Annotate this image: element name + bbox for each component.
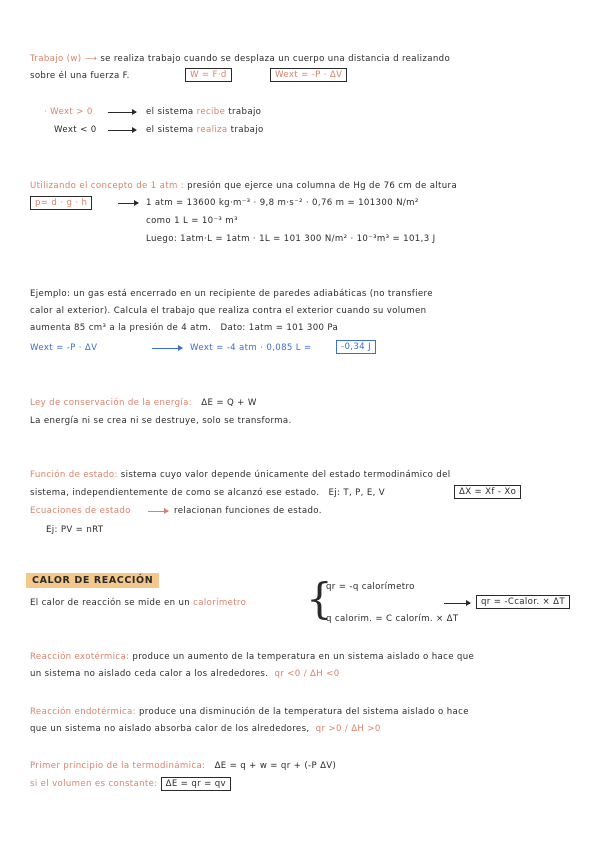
exo-title: Reacción exotérmica: — [30, 652, 133, 662]
wext-neg-cond: Wext < 0 — [54, 125, 97, 135]
calor-text: El calor de reacción se mide en un — [30, 598, 194, 608]
ejemplo-eq-left: Wext = -P · ΔV — [30, 343, 98, 353]
atm-eq1: 1 atm = 13600 kg·m⁻³ · 9,8 m·s⁻² · 0,76 m = 101300 N/m² — [146, 198, 419, 208]
estado-formula-box — [454, 486, 521, 498]
primer-title: Primer principio de la termodinámica: — [30, 761, 209, 771]
estado-definition-cont: sistema, independientemente de como se alcanzó ese estado. — [30, 488, 320, 498]
endo-definition-cont: que un sistema no aislado absorba calor de los alrededores, — [30, 724, 310, 734]
neg-end: trabajo — [227, 125, 264, 135]
trabajo-title: Trabajo (w) — [30, 54, 85, 64]
brace-top: qr = -q calorímetro — [326, 582, 415, 592]
atm-title: Utilizando el concepto de 1 atm : — [30, 181, 188, 191]
estado-definition: sistema cuyo valor depende únicamente del estado termodinámico del — [120, 470, 451, 480]
endo-sign: qr >0 / ΔH >0 — [315, 724, 381, 734]
ejemplo-line3 — [30, 322, 338, 334]
ecuaciones-example: Ej: PV = nRT — [46, 525, 104, 535]
trabajo-definition: se realiza trabajo cuando se desplaza un cuerpo una distancia d realizando — [97, 54, 451, 64]
estado-formula: ΔX = Xf - Xo — [454, 485, 521, 499]
arrow-icon: ⟶ — [84, 54, 98, 64]
pressure-formula-box — [30, 197, 92, 209]
atm-definition: presión que ejerce una columna de Hg de 76 cm de altura — [187, 181, 458, 191]
arrow-icon — [148, 511, 168, 512]
estado-example: Ej: T, P, E, V — [328, 488, 386, 498]
pos-verb: recibe — [196, 107, 226, 117]
endo-title: Reacción endotérmica: — [30, 707, 139, 717]
trabajo-formula2-box — [270, 69, 347, 81]
trabajo-formula-box — [185, 69, 232, 81]
exo-definition: produce un aumento de la temperatura en un sistema aislado o hace que — [132, 652, 475, 662]
calorimetro-word: calorímetro — [193, 598, 247, 608]
arrow-icon — [108, 112, 136, 113]
primer-line1 — [30, 760, 336, 772]
primer-result: ΔE = qr = qv — [161, 777, 231, 791]
exo-definition-cont: un sistema no aislado ceda calor a los alrededores. — [30, 669, 269, 679]
estado-line2 — [30, 487, 385, 499]
ejemplo-dato: Dato: 1atm = 101 300 Pa — [220, 323, 339, 333]
wext-pos-text — [146, 106, 261, 118]
calor-line — [30, 597, 246, 609]
ejemplo-line3-text: aumenta 85 cm³ a la presión de 4 atm. — [30, 323, 212, 333]
primer-line2 — [30, 778, 231, 790]
energia-formula: ΔE = Q + W — [201, 398, 257, 408]
work-formula: W = F·d — [185, 68, 232, 82]
arrow-icon — [444, 603, 470, 604]
calor-result-box — [476, 596, 570, 608]
pressure-formula: p= d · g · h — [30, 196, 92, 210]
atm-line1 — [30, 180, 457, 192]
neg-verb: realiza — [196, 125, 228, 135]
neg-text: el sistema — [146, 125, 197, 135]
ejemplo-line2: calor al exterior). Calcula el trabajo que realiza contra el exterior cuando su volumen — [30, 306, 427, 316]
trabajo-line1 — [30, 53, 450, 65]
energia-line1 — [30, 397, 257, 409]
ejemplo-line1: Ejemplo: un gas está encerrado en un recipiente de paredes adiabáticas (no transfiere — [30, 289, 433, 299]
exo-line2 — [30, 668, 340, 680]
calor-title-wrap — [26, 575, 159, 587]
pos-end: trabajo — [225, 107, 262, 117]
exo-sign: qr <0 / ΔH <0 — [274, 669, 340, 679]
trabajo-line2 — [30, 70, 130, 82]
arrow-icon — [108, 130, 136, 131]
ecuaciones-title: Ecuaciones de estado — [30, 506, 131, 516]
primer-formula: ΔE = q + w = qr + (-P ΔV) — [214, 761, 337, 771]
arrow-icon — [118, 203, 138, 204]
wext-neg-text — [146, 124, 264, 136]
calor-title: CALOR DE REACCIÓN — [26, 573, 159, 588]
ejemplo-result: -0,34 J — [336, 340, 376, 354]
exo-line1 — [30, 651, 474, 663]
work-ext-formula: Wext = -P · ΔV — [270, 68, 347, 82]
endo-definition: produce una disminución de la temperatura del sistema aislado o hace — [138, 707, 469, 717]
primer-condition: si el volumen es constante: — [30, 779, 161, 789]
brace-bottom: q calorim. = C calorím. × ΔT — [326, 614, 459, 624]
atm-eq3: Luego: 1atm·L = 1atm · 1L = 101 300 N/m² · 10⁻³m³ = 101,3 J — [146, 234, 436, 244]
ejemplo-eq-right: Wext = -4 atm · 0,085 L = — [190, 343, 312, 353]
estado-title: Función de estado: — [30, 470, 121, 480]
energia-text: La energía ni se crea ni se destruye, solo se transforma. — [30, 416, 292, 426]
ecuaciones-text: relacionan funciones de estado. — [174, 506, 322, 516]
ejemplo-result-box — [336, 341, 376, 353]
calor-result: qr = -Ccalor. × ΔT — [476, 595, 570, 609]
pos-text: el sistema — [146, 107, 197, 117]
brace-symbol: { — [306, 574, 333, 623]
arrow-icon — [152, 348, 182, 349]
atm-eq2: como 1 L = 10⁻³ m³ — [146, 216, 238, 226]
endo-line2 — [30, 723, 381, 735]
estado-line1 — [30, 469, 450, 481]
trabajo-definition-cont: sobre él una fuerza F. — [30, 71, 130, 81]
energia-title: Ley de conservación de la energía: — [30, 398, 196, 408]
wext-pos-cond: · Wext > 0 — [44, 107, 93, 117]
ecuaciones-line — [30, 505, 131, 517]
endo-line1 — [30, 706, 469, 718]
